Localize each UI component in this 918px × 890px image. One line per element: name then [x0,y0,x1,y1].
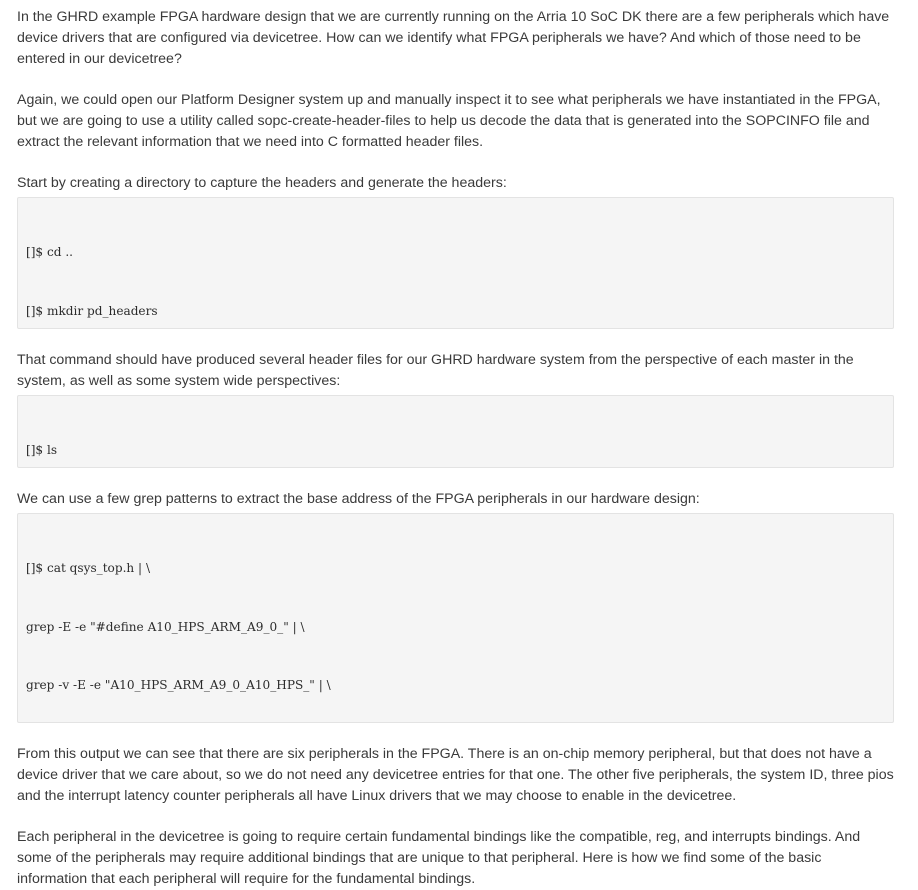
code-line: []$ ls [26,443,58,457]
paragraph-grep-patterns: We can use a few grep patterns to extract the base address of the FPGA peripherals in our hardware design: [17,491,700,507]
paragraph-intro: In the GHRD example FPGA hardware design that we are currently running on the Arria 10 SoC DK there are a few peripherals which have device drivers that are configured via devicetree. How can we identify what FPGA peripherals we have? And which of those need to be entered in our devicetree? [17,9,890,67]
article-body [17,7,894,890]
code-line: grep -v -E -e "A10_HPS_ARM_A9_0_A10_HPS_" | \ [26,678,331,692]
paragraph-six-peripherals: From this output we can see that there are six peripherals in the FPGA. There is an on-chip memory peripheral, but that does not have a device driver that we care about, so we do not need any devicetree entries for that one. The other five peripherals, the system ID, three pios and the interrupt latency counter peripherals all have Linux drivers that we may choose to enable in the devicetree. [17,746,894,804]
paragraph-platform-designer: Again, we could open our Platform Designer system up and manually inspect it to see what peripherals we have instantiated in the FPGA, but we are going to use a utility called sopc-create-header-files to help us decode the data that is generated into the SOPCINFO file and extract the relevant information that we need into C formatted header files. [17,92,881,150]
paragraph-header-files: That command should have produced several header files for our GHRD hardware system from the perspective of each master in the system, as well as some system wide perspectives: [17,352,854,389]
code-block-ls-output [17,395,894,468]
code-line: grep -E -e "#define A10_HPS_ARM_A9_0_" | \ [26,619,305,634]
code-block-create-headers [17,197,894,329]
code-line: []$ mkdir pd_headers [26,303,158,318]
paragraph-create-directory: Start by creating a directory to capture the headers and generate the headers: [17,175,507,191]
code-block-grep-output [17,513,894,723]
code-line: []$ cat qsys_top.h | \ [26,561,151,575]
code-line: []$ cd .. [26,245,74,259]
paragraph-fundamental-bindings: Each peripheral in the devicetree is going to require certain fundamental bindings like the compatible, reg, and interrupts bindings. And some of the peripherals may require additional bindings that are unique to that peripheral. Here is how we find some of the basic information that each peripheral will require for the fundamental bindings. [17,829,861,887]
